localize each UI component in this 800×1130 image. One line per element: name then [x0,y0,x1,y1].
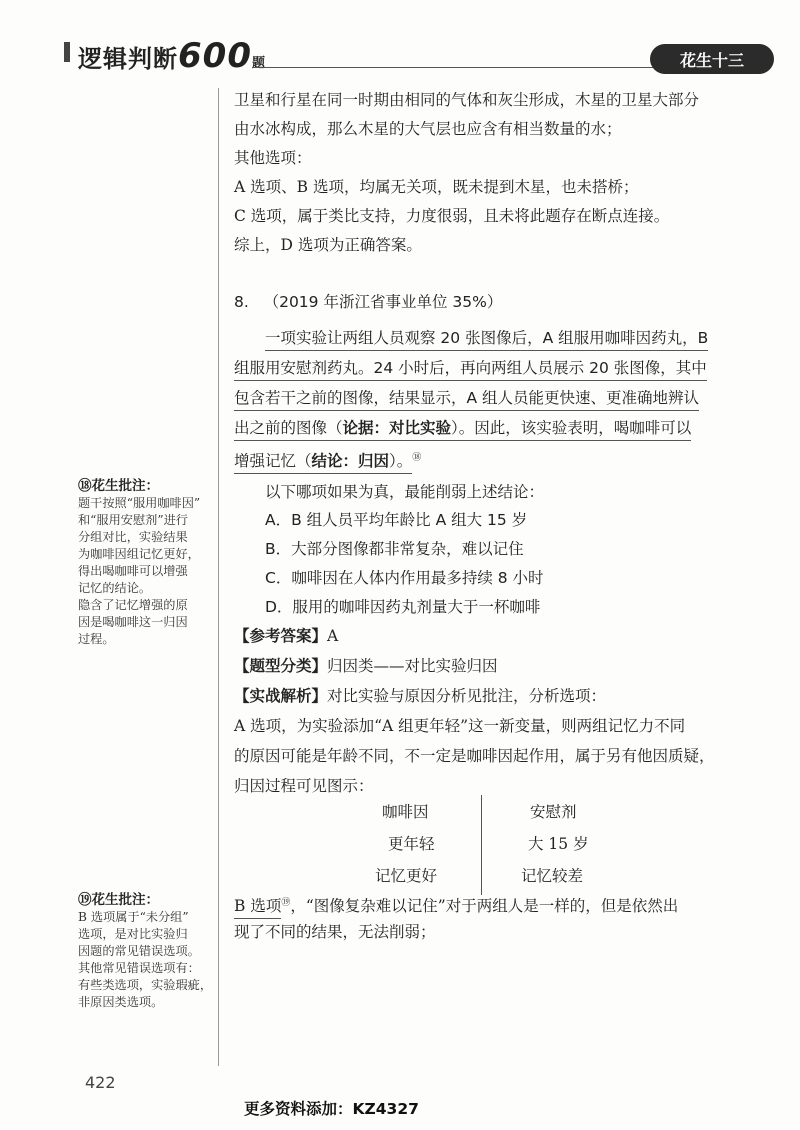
conclusion-tag: 结论：归因 [311,452,390,471]
reference-answer [234,626,338,646]
analysis-value: 对比实验与原因分析见批注，分析选项： [327,687,607,705]
note-19-line-3: 因题的常见错误选项。 [78,944,200,958]
note-19-line-2: 选项，是对比实验归 [78,927,188,941]
analysis-label: 【实战解析】 [234,686,328,705]
stem-line-1-text: 一项实验让两组人员观察 20 张图像后，A 组服用咖啡因药丸，B [265,329,708,351]
note-18-title: ⑱花生批注： [78,478,159,494]
note-19-title: ⑲花生批注： [78,892,159,908]
stem-line-5-c: ）。 [389,452,413,471]
diagram-left-2: 更年轻 [388,835,435,853]
prev-line-5: C 选项，属于类比支持，力度很弱，且未将此题存在断点连接。 [234,207,670,225]
stem-line-3-text: 包含若干之前的图像，结果显示，A 组人员能更快速、更准确地辨认 [234,389,699,411]
book-title-number: 600 [178,36,252,76]
prev-line-1: 卫星和行星在同一时期由相同的气体和灰尘形成，木星的卫星大部分 [234,91,700,109]
stem-line-5-a: 增强记忆（ [234,452,312,471]
option-d: D．服用的咖啡因药丸剂量大于一杯咖啡 [265,598,541,616]
option-a: A．B 组人员平均年龄比 A 组大 15 岁 [265,511,528,529]
stem-line-5 [234,448,421,471]
note-19-line-4: 其他常见错误选项有： [78,961,200,975]
header-rule [252,67,656,68]
analysis-a-line-1: A 选项，为实验添加“A 组更年轻”这一新变量，则两组记忆力不同 [234,717,686,735]
prev-line-2: 由水冰构成，那么木星的大气层也应含有相当数量的水； [234,120,622,138]
type-label: 【题型分类】 [234,656,328,675]
answer-label: 【参考答案】 [234,626,328,645]
logo-text: 花生十三 [679,50,744,70]
page-number: 422 [85,1073,116,1092]
note-marker-19: ⑲ [281,898,291,908]
stem-line-2 [234,358,707,378]
analysis-b-rest: ，“图像复杂难以记住”对于两组人是一样的，但是依然出 [290,897,679,916]
stem-line-1 [265,328,708,348]
evidence-tag: 论据：对比实验 [342,419,452,437]
diagram-right-3: 记忆较差 [521,867,584,885]
analysis [234,686,606,706]
note-19-line-1: B 选项属于“未分组” [78,910,189,924]
option-b: B．大部分图像都非常复杂，难以记住 [265,540,524,558]
note-18-line-9: 过程。 [78,632,115,646]
book-title-suffix: 题 [251,56,266,71]
book-title [78,36,266,76]
diagram-right-2: 大 15 岁 [528,835,589,853]
analysis-b-line-2: 现了不同的结果，无法削弱； [234,923,436,941]
question-prompt: 以下哪项如果为真，最能削弱上述结论： [265,483,545,501]
note-18-line-7: 隐含了记忆增强的原 [78,598,188,612]
question-source: （2019 年浙江省事业单位 35%） [263,293,503,311]
publisher-logo [650,44,774,74]
note-18-line-3: 分组对比，实验结果 [78,530,188,544]
diagram-divider [481,795,482,895]
stem-line-4-c: ）。因此，该实验表明，喝咖啡可以 [451,419,692,437]
note-18-line-6: 记忆的结论。 [78,581,152,595]
header-mark [64,42,70,62]
stem-line-3 [234,388,699,408]
question-heading [234,292,502,312]
option-c: C．咖啡因在人体内作用最多持续 8 小时 [265,569,544,587]
question-number: 8. [234,293,249,311]
analysis-b-line-1 [234,893,678,916]
note-19-line-5: 有些类选项，实验瑕疵， [78,978,213,992]
answer-value: A [327,627,339,645]
stem-line-4-a: 出之前的图像（ [234,419,343,437]
stem-line-4 [234,418,691,438]
note-marker-18: ⑱ [412,453,422,463]
stem-line-2-text: 组服用安慰剂药丸。24 小时后，再向两组人员展示 20 张图像，其中 [234,359,707,381]
analysis-a-line-2: 的原因可能是年龄不同，不一定是咖啡因起作用，属于另有他因质疑， [234,747,715,765]
note-18-line-8: 因是喝咖啡这一归因 [78,615,188,629]
note-18-line-1: 题干按照“服用咖啡因” [78,496,201,510]
prev-line-6: 综上，D 选项为正确答案。 [234,236,422,254]
prev-line-3: 其他选项： [234,149,312,167]
option-b-label: B 选项 [234,897,281,919]
diagram-right-1: 安慰剂 [530,803,577,821]
note-19-line-6: 非原因类选项。 [78,995,164,1009]
diagram-left-3: 记忆更好 [375,867,438,885]
footer-watermark: 更多资料添加：KZ4327 [244,1100,419,1118]
note-18-line-2: 和“服用安慰剂”进行 [78,513,188,527]
analysis-a-line-3: 归因过程可见图示： [234,777,374,795]
question-type [234,656,498,676]
diagram-left-1: 咖啡因 [382,803,429,821]
book-title-text: 逻辑判断 [78,45,178,73]
note-18-line-5: 得出喝咖啡可以增强 [78,564,188,578]
type-value: 归因类——对比实验归因 [327,657,498,675]
prev-line-4: A 选项、B 选项，均属无关项，既未提到木星，也未搭桥； [234,178,639,196]
margin-divider [218,88,219,1066]
note-18-line-4: 为咖啡因组记忆更好， [78,547,200,561]
